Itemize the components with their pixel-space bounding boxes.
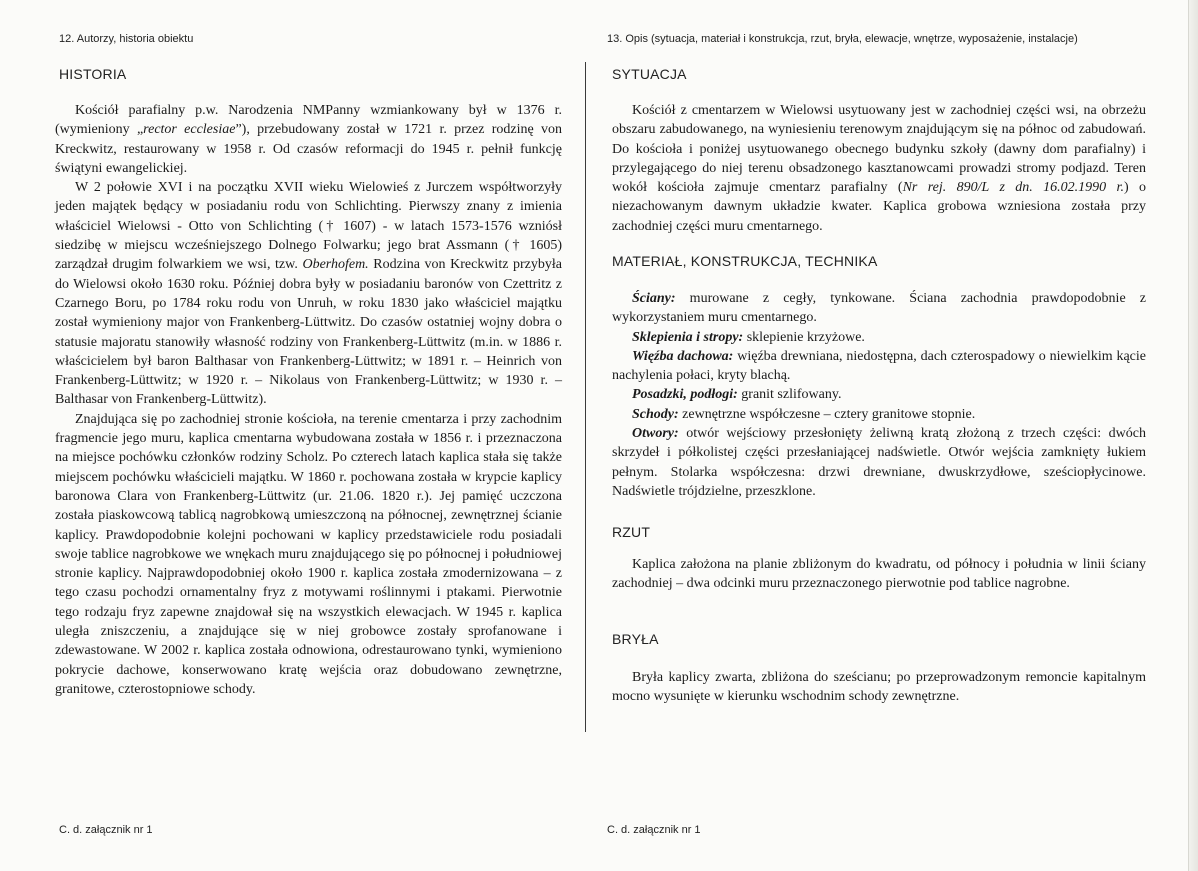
right-page-header: 13. Opis (sytuacja, materiał i konstrukcja, rzut, bryła, elewacje, wnętrze, wyposażenie, instalacje) xyxy=(607,33,1078,45)
section-title-sytuacja: SYTUACJA xyxy=(612,66,687,82)
section-title-bryla: BRYŁA xyxy=(612,631,659,647)
historia-paragraph-3: Znajdująca się po zachodniej stronie kościoła, na terenie cmentarza i przy zachodnim fragmencie jego muru, kaplica cmentarna wybudowana została w 1856 r. i przeznaczona na miejsce pochówku członków rodziny Scholz. Po czterech latach kaplica stała się także miejscem pochówku właścicieli majątku. W 1860 r. pochowana została w krypcie kaplicy baronowa Clara von Frankenberg-Lüttwitz (ur. 21.06. 1820 r.). Jej pamięć uczczona została piaskowcową tablicą nagrobkową umieszczoną na północnej, zewnętrznej ścianie kaplicy. Prawdopodobnie kolejni pochowani w kaplicy przedstawiciele rodu posiadali swoje tablice nagrobkowe we wnękach muru znajdującego się po północnej i południowej stronie kaplicy. Najprawdopodobniej około 1900 r. kaplica została zmodernizowana – z tego czasu pochodzi ornamentalny fryz z motywami roślinnymi i ptakami. Pierwotnie tego rodzaju fryz zapewne znajdował się na wszystkich elewacjach. W 1945 r. kaplica uległa zniszczeniu, a znajdujące się w niej grobowce zostały sprofanowane i zdewastowane. W 2002 r. kaplica została odnowiona, odrestaurowano tynki, wymieniono pokrycie dachowe, konserwowano kratę wejścia oraz dobudowano zewnętrzne, granitowe, czterostopniowe schody. xyxy=(55,411,562,697)
material-text xyxy=(612,289,1146,501)
section-title-material: MATERIAŁ, KONSTRUKCJA, TECHNIKA xyxy=(612,253,878,269)
sytuacja-text xyxy=(612,101,1146,236)
bryla-paragraph: Bryła kaplicy zwarta, zbliżona do sześcianu; po przeprowadzonym remoncie kapitalnym mocno wysunięte w kierunku wschodnim schody zewnętrzne. xyxy=(612,670,1146,705)
bryla-text xyxy=(612,668,1146,707)
historia-text xyxy=(55,101,562,699)
left-page-header: 12. Autorzy, historia obiektu xyxy=(59,33,194,45)
material-item-vaults: Sklepienia i stropy: sklepienie krzyżowe. xyxy=(632,329,865,345)
historia-paragraph-2: W 2 połowie XVI i na początku XVII wieku Wielowieś z Jurczem współtworzyły jeden majątek będący w posiadaniu rodu von Schlichting. Pierwszy znany z imienia właściciel Wielowsi - Otto von Schlichting († 1607) - w latach 1573-1576 wzniósł siedzibę w miejscu wcześniejszego Dolnego Folwarku; jego brat Assmann († 1605) zarządzał drugim folwarkiem we wsi, tzw. Oberhofem. Rodzina von Kreckwitz przybyła do Wielowsi około 1630 roku. Później dobra były w posiadaniu baronów von Czettritz z Czarnego Boru, po 1784 roku rodu von Unruh, w roku 1830 jako właściciel majątku został wymieniony major von Frankenberg-Lüttwitz. Do czasów ostatniej wojny dobra o statusie majoratu stanowiły własność rodziny von Frankenberg-Lüttwitz (m.in. w 1886 r. właścicielem był baron Balthasar von Frankenberg-Lüttwitz; w 1891 r. – Heinrich von Frankenberg-Lüttwitz; w 1920 r. – Nikolaus von Frankenberg-Lüttwitz; w 1930 r. – Balthasar von Frankenberg-Lüttwitz). xyxy=(55,180,562,408)
material-item-openings: Otwory: otwór wejściowy przesłonięty żeliwną kratą złożoną z trzech części: dwóch skrzydeł i półkolistej części przesłaniającej nadświetle. Otwór wejścia zamknięty łukiem pełnym. Stolarka współczesna: drzwi drewniane, dwuskrzydłowe, sześciopłycinowe. Nadświetle trójdzielne, przeszklone. xyxy=(612,426,1146,499)
left-page-footer: C. d. załącznik nr 1 xyxy=(59,824,153,836)
page-divider xyxy=(585,62,586,732)
material-item-roof-truss: Więźba dachowa: więźba drewniana, niedostępna, dach czterospadowy o niewielkim kącie nachylenia połaci, kryty blachą. xyxy=(612,348,1147,384)
section-title-historia: HISTORIA xyxy=(59,66,127,82)
material-item-stairs: Schody: zewnętrzne współczesne – cztery granitowe stopnie. xyxy=(632,406,976,422)
sytuacja-paragraph: Kościół z cmentarzem w Wielowsi usytuowany jest w zachodniej części wsi, na obrzeżu obszaru zabudowanego, na wyniesieniu terenowym znajdującym się na północ od zabudowań. Do kościoła i poniżej usytuowanego obecnego budynku szkoły (dawny dom parafialny) i przylegającego do niej terenu obsadzonego kasztanowcami prowadzi stromy podjazd. Teren wokół kościoła zajmuje cmentarz parafialny (Nr rej. 890/L z dn. 16.02.1990 r.) o niezachowanym dawnym układzie kwater. Kaplica grobowa wzniesiona została przy zachodniej części muru cmentarnego. xyxy=(612,103,1146,234)
material-item-walls: Ściany: murowane z cegły, tynkowane. Ściana zachodnia prawdopodobnie z wykorzystaniem muru cmentarnego. xyxy=(612,291,1146,326)
rzut-text xyxy=(612,555,1146,594)
scan-edge xyxy=(1188,0,1198,871)
right-page-footer: C. d. załącznik nr 1 xyxy=(607,824,701,836)
section-title-rzut: RZUT xyxy=(612,524,651,540)
rzut-paragraph: Kaplica założona na planie zbliżonym do kwadratu, od północy i południa w linii ściany zachodniej – dwa odcinki muru przeznaczonego pierwotnie pod tablice nagrobne. xyxy=(612,557,1146,592)
historia-paragraph-1: Kościół parafialny p.w. Narodzenia NMPanny wzmiankowany był w 1376 r. (wymieniony „rector ecclesiae”), przebudowany został w 1721 r. przez rodzinę von Kreckwitz, restaurowany w 1958 r. Od czasów reformacji do 1945 r. pełnił funkcję świątyni ewangelickiej. xyxy=(55,103,562,176)
material-item-floors: Posadzki, podłogi: granit szlifowany. xyxy=(632,387,842,403)
